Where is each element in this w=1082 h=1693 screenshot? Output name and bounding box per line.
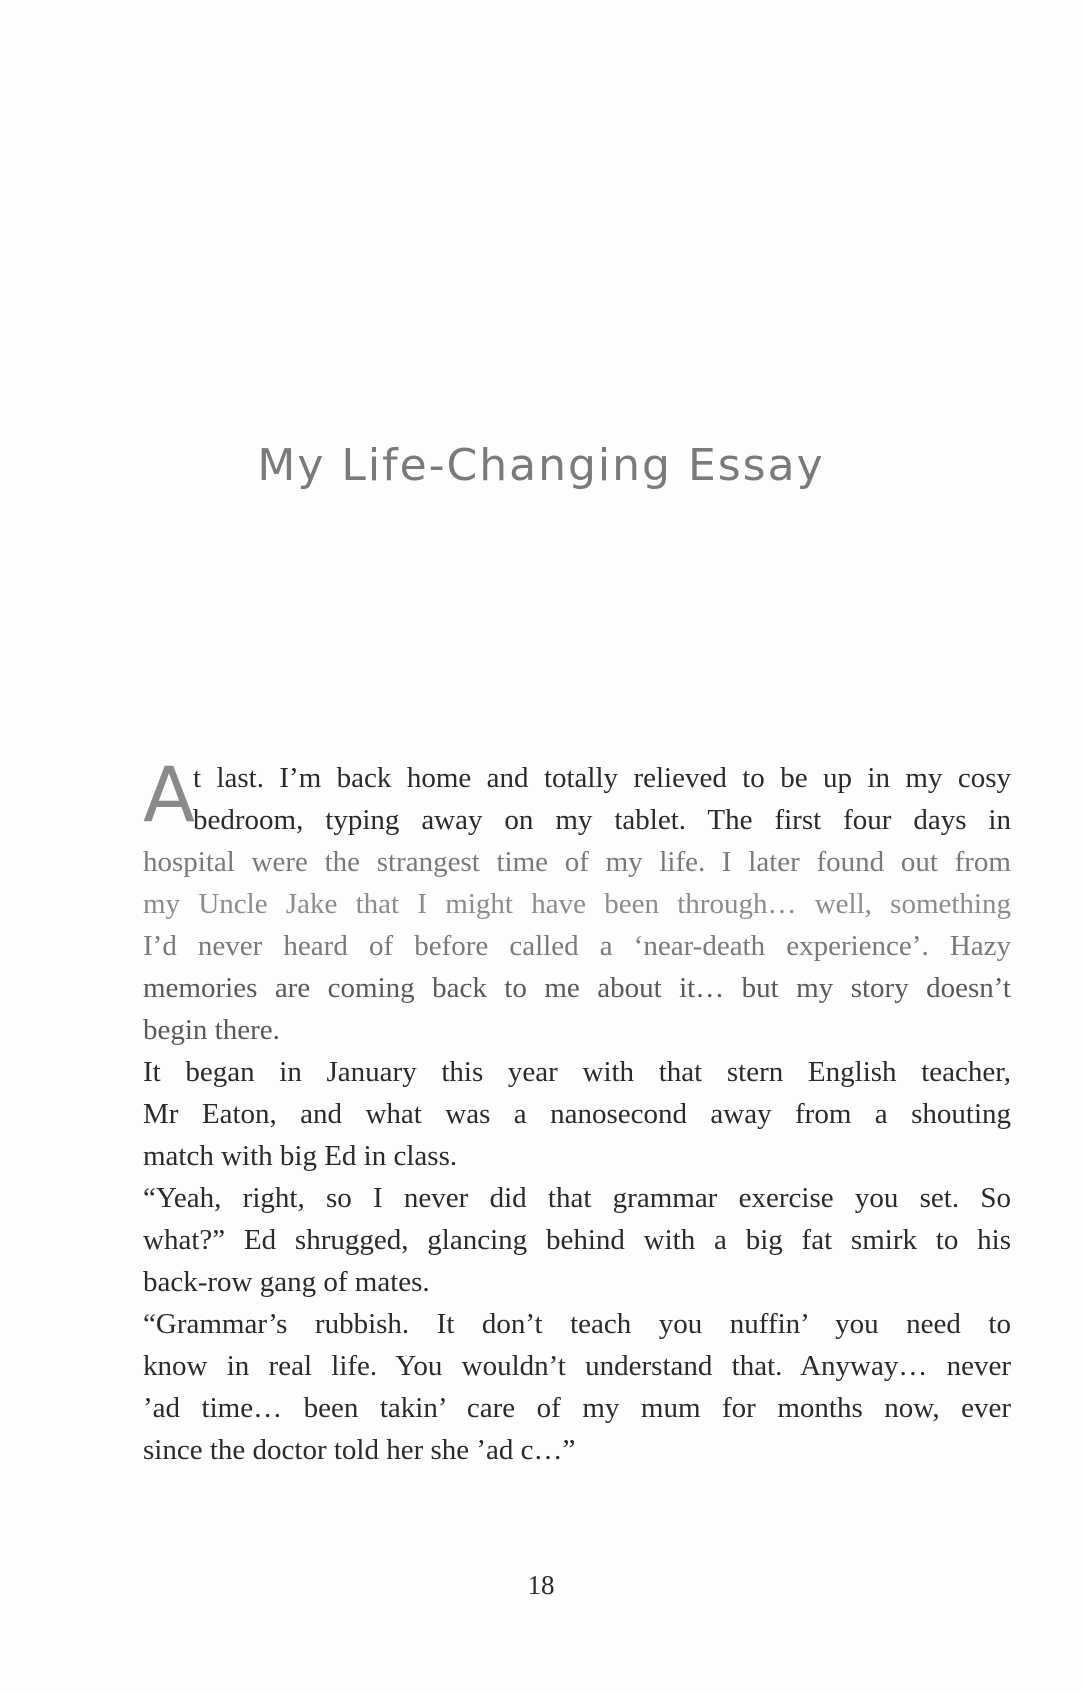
text-line: Mr Eaton, and what was a nanosecond away from a shouting (143, 1098, 1011, 1130)
text-line: It began in January this year with that stern English teacher, (143, 1056, 1011, 1088)
body-text (143, 750, 1011, 1471)
paragraph (143, 750, 1011, 1051)
paragraph (143, 1177, 1011, 1303)
drop-cap: A (143, 750, 195, 839)
text-line: my Uncle Jake that I might have been through… well, something (143, 888, 1011, 920)
text-line: begin there. (143, 1014, 280, 1046)
text-line: hospital were the strangest time of my life. I later found out from (143, 846, 1011, 878)
text-line: know in real life. You wouldn’t understand that. Anyway… never (143, 1350, 1011, 1382)
paragraph (143, 1303, 1011, 1471)
text-line: t last. I’m back home and totally relieved to be up in my cosy (193, 762, 1011, 794)
text-line: since the doctor told her she ’ad c…” (143, 1434, 576, 1466)
text-line: what?” Ed shrugged, glancing behind with a big fat smirk to his (143, 1224, 1011, 1256)
page-number: 18 (527, 1570, 555, 1600)
chapter-title: My Life-Changing Essay (257, 440, 825, 491)
text-line: ’ad time… been takin’ care of my mum for months now, ever (143, 1392, 1011, 1424)
text-line: match with big Ed in class. (143, 1140, 458, 1172)
text-line: “Grammar’s rubbish. It don’t teach you nuffin’ you need to (143, 1308, 1011, 1340)
text-line: memories are coming back to me about it… but my story doesn’t (143, 972, 1011, 1004)
text-line: “Yeah, right, so I never did that grammar exercise you set. So (143, 1182, 1011, 1214)
text-line: back-row gang of mates. (143, 1266, 430, 1298)
text-line: I’d never heard of before called a ‘near-death experience’. Hazy (143, 930, 1011, 962)
text-line: bedroom, typing away on my tablet. The first four days in (193, 804, 1011, 836)
paragraph (143, 1051, 1011, 1177)
